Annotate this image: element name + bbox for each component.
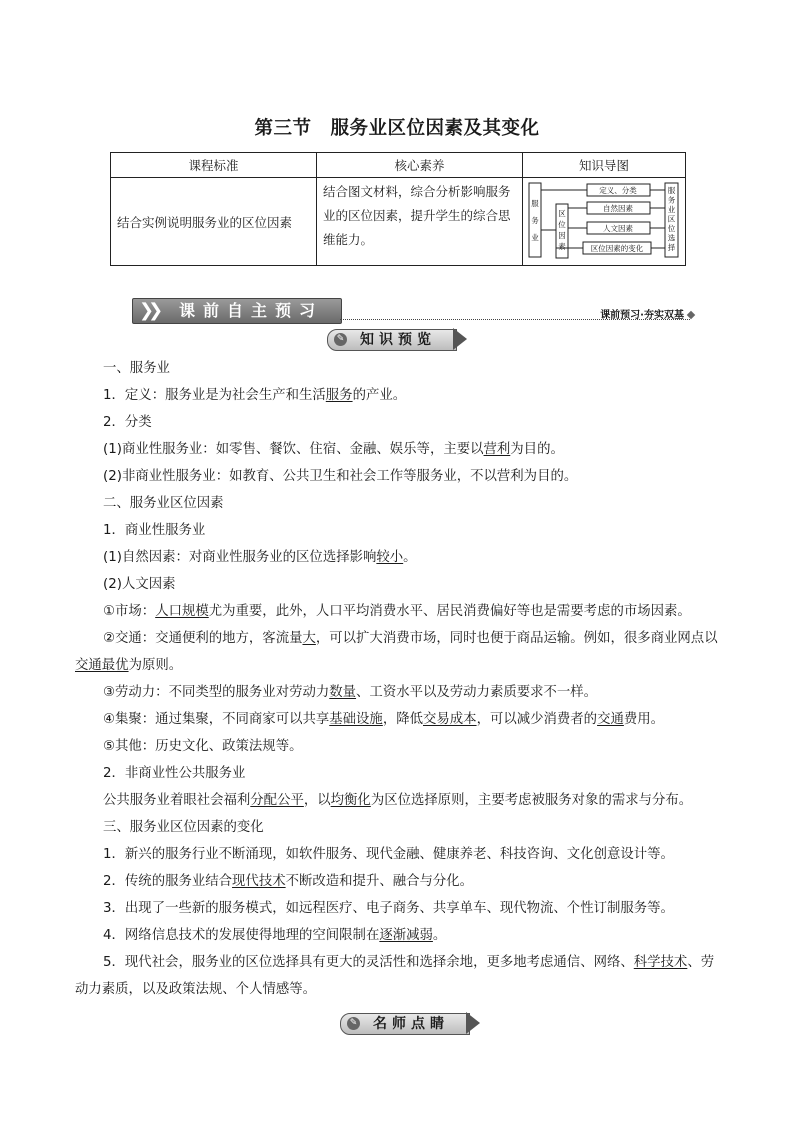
article-body — [75, 355, 721, 1003]
map-right-char-7: 择 — [667, 243, 676, 252]
chevron-right-icon: ❯❯ — [139, 300, 158, 321]
map-right-char-1: 服 — [667, 186, 676, 195]
pill-label: 知识预览 — [360, 332, 436, 348]
map-node-natural: 自然因素 — [603, 204, 633, 213]
map-center-char-4: 素 — [558, 242, 566, 251]
map-center-char-3: 因 — [558, 231, 566, 240]
paragraph: 2．分类 — [103, 415, 152, 430]
map-node-change: 区位因素的变化 — [590, 244, 644, 253]
heading-1: 一、服务业 — [103, 361, 170, 376]
map-left-char-2: 务 — [531, 216, 539, 225]
page-title: 第三节 服务业区位因素及其变化 — [254, 118, 540, 139]
paragraph: ①市场：人口规模尤为重要，此外，人口平均消费水平、居民消费偏好等也是需要考虑的市场因素。 — [103, 604, 691, 619]
paragraph: 公共服务业着眼社会福利分配公平，以均衡化为区位选择原则，主要考虑被服务对象的需求与分布。 — [103, 793, 693, 808]
map-right-char-6: 选 — [667, 233, 676, 243]
pill-body — [340, 1013, 470, 1035]
map-left-char-3: 业 — [531, 233, 539, 242]
map-right-char-4: 区 — [667, 214, 676, 224]
pill-body — [327, 329, 457, 351]
arrow-right-icon — [466, 1012, 480, 1034]
header-course-standard: 课程标准 — [111, 153, 317, 178]
heading-3: 三、服务业区位因素的变化 — [103, 820, 264, 835]
section-banner — [132, 298, 694, 326]
pencil-icon: ✎ — [334, 333, 347, 346]
paragraph: ⑤其他：历史文化、政策法规等。 — [103, 739, 303, 754]
paragraph: 3．出现了一些新的服务模式，如远程医疗、电子商务、共享单车、现代物流、个性订制服务等。 — [103, 901, 674, 916]
map-right-char-5: 位 — [667, 224, 676, 233]
knowledge-mindmap — [523, 178, 686, 266]
banner-right-label: 课前预习·夯实双基 — [600, 310, 684, 321]
pencil-icon: ✎ — [347, 1017, 360, 1030]
paragraph: (2)人文因素 — [103, 577, 176, 592]
diamond-icon — [687, 311, 695, 319]
paragraph: ②交通：交通便利的地方，客流量大，可以扩大消费市场，同时也便于商品运输。例如，很多商业网点以交通最优为原则。 — [75, 631, 718, 673]
paragraph: 1．新兴的服务行业不断涌现，如软件服务、现代金融、健康养老、科技咨询、文化创意设计等。 — [103, 847, 674, 862]
map-node-human: 人文因素 — [603, 224, 633, 233]
map-center-char-2: 位 — [558, 220, 566, 229]
banner-label: 课前自主预习 — [179, 301, 324, 320]
header-knowledge-map: 知识导图 — [523, 153, 686, 178]
paragraph: 5．现代社会，服务业的区位选择具有更大的灵活性和选择余地，更多地考虑通信、网络、科学技术、劳动力素质，以及政策法规、个人情感等。 — [75, 955, 715, 997]
pill-label: 名师点睛 — [373, 1016, 449, 1032]
heading-2: 二、服务业区位因素 — [103, 496, 224, 511]
map-node-definition: 定义、分类 — [599, 186, 637, 195]
course-standard-table — [110, 152, 686, 266]
map-right-char-3: 业 — [667, 205, 676, 214]
banner-bar — [132, 298, 342, 324]
paragraph: ③劳动力：不同类型的服务业对劳动力数量、工资水平以及劳动力素质要求不一样。 — [103, 685, 598, 700]
map-center-char-1: 区 — [558, 209, 566, 218]
map-right-char-2: 务 — [667, 195, 676, 205]
paragraph: 2．非商业性公共服务业 — [103, 766, 246, 781]
paragraph: (2)非商业性服务业：如教育、公共卫生和社会工作等服务业，不以营利为目的。 — [103, 469, 578, 484]
paragraph: 1．商业性服务业 — [103, 523, 206, 538]
core-literacy-text: 结合图文材料，综合分析影响服务业的区位因素，提升学生的综合思维能力。 — [317, 178, 523, 266]
paragraph: (1)商业性服务业：如零售、餐饮、住宿、金融、娱乐等，主要以营利为目的。 — [103, 442, 564, 457]
paragraph: (1)自然因素：对商业性服务业的区位选择影响较小。 — [103, 550, 417, 565]
paragraph: ④集聚：通过集聚，不同商家可以共享基础设施，降低交易成本，可以减少消费者的交通费用。 — [103, 712, 665, 727]
map-left-char-1: 服 — [531, 199, 539, 208]
course-standard-text: 结合实例说明服务业的区位因素 — [111, 178, 317, 266]
arrow-right-icon — [453, 328, 467, 350]
paragraph: 4．网络信息技术的发展使得地理的空间限制在逐渐减弱。 — [103, 928, 447, 943]
paragraph: 1．定义：服务业是为社会生产和生活服务的产业。 — [103, 388, 407, 403]
header-core-literacy: 核心素养 — [317, 153, 523, 178]
paragraph: 2．传统的服务业结合现代技术不断改造和提升、融合与分化。 — [103, 874, 474, 889]
